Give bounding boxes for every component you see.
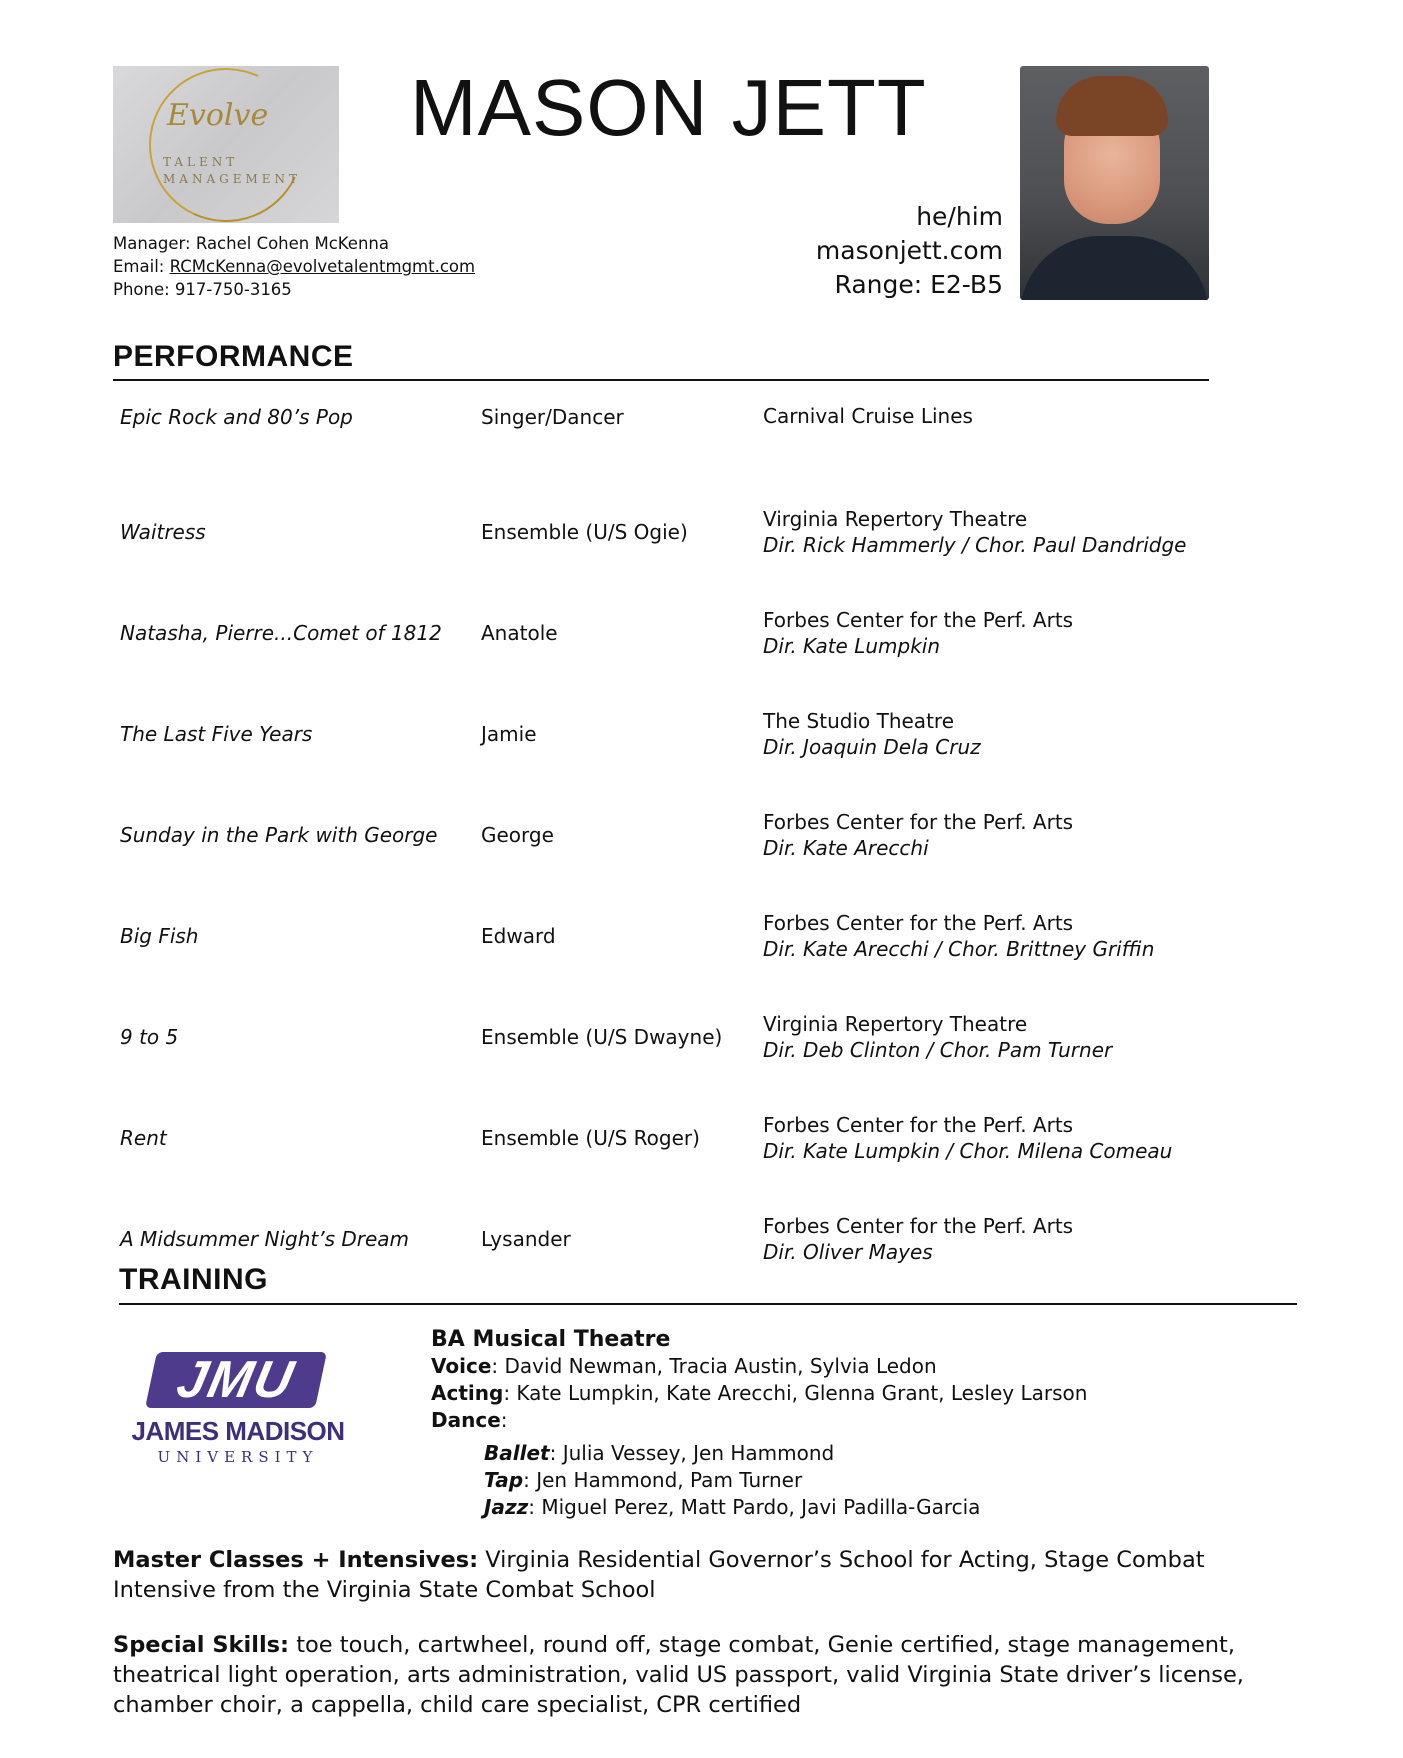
show-title: Natasha, Pierre...Comet of 1812	[120, 621, 442, 645]
creative-credits: Dir. Oliver Mayes	[763, 1240, 933, 1264]
phone-label: Phone:	[113, 280, 170, 299]
venue-cell	[763, 809, 1073, 861]
show-title: Rent	[120, 1126, 167, 1150]
creative-credits: Dir. Rick Hammerly / Chor. Paul Dandridge	[763, 533, 1187, 557]
evolve-logo	[113, 66, 339, 223]
training-details	[431, 1326, 1087, 1521]
venue: Forbes Center for the Perf. Arts	[763, 810, 1074, 834]
special-skills-text: toe touch, cartwheel, round off, stage combat, Genie certified, stage management, theatrical light operation, arts administration, valid US passport, valid Virginia State driver’s license, chamber choir, a cappella, child care specialist, CPR certified	[113, 1632, 1244, 1718]
training-heading: TRAINING	[119, 1263, 268, 1296]
voice-label: Voice	[431, 1354, 492, 1378]
creative-credits: Dir. Kate Lumpkin / Chor. Milena Comeau	[763, 1139, 1173, 1163]
creative-credits: Dir. Kate Lumpkin	[763, 634, 941, 658]
phone-number: 917-750-3165	[174, 280, 292, 299]
jmu-university: UNIVERSITY	[157, 1448, 319, 1466]
training-rule	[119, 1303, 1297, 1305]
ballet-line: Ballet: Julia Vessey, Jen Hammond	[484, 1441, 835, 1465]
phone-line	[113, 278, 475, 301]
manager-label: Manager:	[113, 234, 191, 253]
venue: Forbes Center for the Perf. Arts	[763, 608, 1074, 632]
venue: Virginia Repertory Theatre	[763, 507, 1028, 531]
venue: Carnival Cruise Lines	[763, 404, 973, 428]
email-line	[113, 255, 475, 278]
jazz-teachers: Miguel Perez, Matt Pardo, Javi Padilla-Garcia	[541, 1495, 981, 1519]
master-classes-text: Virginia Residential Governor’s School for Acting, Stage Combat Intensive from the Virginia State Combat School	[113, 1547, 1205, 1603]
performance-row	[120, 405, 1210, 495]
performance-rule	[113, 379, 1209, 381]
venue-cell	[763, 403, 973, 429]
jazz-line: Jazz: Miguel Perez, Matt Pardo, Javi Padilla-Garcia	[484, 1495, 981, 1519]
jmu-logo	[123, 1350, 353, 1470]
email-link[interactable]: RCMcKenna@evolvetalentmgmt.com	[169, 257, 476, 276]
logo-tag-line2: MANAGEMENT	[163, 172, 302, 186]
manager-name: Rachel Cohen McKenna	[195, 234, 389, 253]
venue-cell	[763, 506, 1186, 558]
actor-name: MASON JETT	[410, 63, 927, 152]
performance-row	[120, 708, 1210, 798]
jmu-mark	[145, 1352, 327, 1408]
acting-line: Acting: Kate Lumpkin, Kate Arecchi, Glenna Grant, Lesley Larson	[431, 1381, 1088, 1405]
performance-heading: PERFORMANCE	[113, 340, 354, 373]
show-title: Big Fish	[120, 924, 199, 948]
personal-info	[816, 200, 1003, 302]
logo-script: Evolve	[167, 98, 269, 133]
venue-cell	[763, 1112, 1172, 1164]
dance-label: Dance	[431, 1408, 501, 1432]
special-skills-label: Special Skills:	[113, 1632, 290, 1658]
logo-tag-line1: TALENT	[163, 155, 239, 169]
jazz-label: Jazz	[484, 1495, 529, 1519]
email-label: Email:	[113, 257, 165, 276]
venue-cell	[763, 1011, 1112, 1063]
creative-credits: Dir. Joaquin Dela Cruz	[763, 735, 981, 759]
headshot-hair	[1056, 76, 1168, 136]
show-title: The Last Five Years	[120, 722, 313, 746]
show-title: 9 to 5	[120, 1025, 179, 1049]
special-skills	[113, 1630, 1293, 1720]
show-title: Waitress	[120, 520, 206, 544]
venue: The Studio Theatre	[763, 709, 954, 733]
venue-cell	[763, 910, 1154, 962]
ballet-teachers: Julia Vessey, Jen Hammond	[562, 1441, 835, 1465]
jmu-name: JAMES MADISON	[131, 1416, 345, 1446]
venue: Forbes Center for the Perf. Arts	[763, 1113, 1074, 1137]
role: Singer/Dancer	[481, 405, 624, 429]
role: Ensemble (U/S Ogie)	[481, 520, 688, 544]
venue-cell	[763, 607, 1073, 659]
ballet-label: Ballet	[484, 1441, 550, 1465]
role: Ensemble (U/S Roger)	[481, 1126, 700, 1150]
performance-row	[120, 910, 1210, 1000]
dance-line: Dance:	[431, 1408, 508, 1432]
creative-credits: Dir. Deb Clinton / Chor. Pam Turner	[763, 1038, 1113, 1062]
acting-teachers: Kate Lumpkin, Kate Arecchi, Glenna Grant, Lesley Larson	[516, 1381, 1088, 1405]
performance-row	[120, 506, 1210, 596]
show-title: Epic Rock and 80’s Pop	[120, 405, 353, 429]
venue: Forbes Center for the Perf. Arts	[763, 1214, 1074, 1238]
performance-row	[120, 607, 1210, 697]
voice-line: Voice: David Newman, Tracia Austin, Sylvia Ledon	[431, 1354, 937, 1378]
role: Lysander	[481, 1227, 571, 1251]
venue: Virginia Repertory Theatre	[763, 1012, 1028, 1036]
voice-teachers: David Newman, Tracia Austin, Sylvia Ledon	[504, 1354, 937, 1378]
creative-credits: Dir. Kate Arecchi	[763, 836, 929, 860]
headshot-photo	[1020, 66, 1209, 300]
role: George	[481, 823, 554, 847]
performance-row	[120, 1213, 1210, 1303]
role: Anatole	[481, 621, 558, 645]
venue: Forbes Center for the Perf. Arts	[763, 911, 1074, 935]
pronouns: he/him	[916, 202, 1003, 231]
logo-tagline	[163, 154, 301, 188]
role: Ensemble (U/S Dwayne)	[481, 1025, 723, 1049]
show-title: Sunday in the Park with George	[120, 823, 438, 847]
creative-credits: Dir. Kate Arecchi / Chor. Brittney Griffin	[763, 937, 1155, 961]
acting-label: Acting	[431, 1381, 504, 1405]
tap-label: Tap	[484, 1468, 524, 1492]
degree: BA Musical Theatre	[431, 1327, 671, 1352]
role: Edward	[481, 924, 556, 948]
tap-teachers: Jen Hammond, Pam Turner	[536, 1468, 803, 1492]
manager-contact	[113, 232, 475, 301]
performance-row	[120, 1011, 1210, 1101]
performance-row	[120, 1112, 1210, 1202]
logo-ring	[127, 46, 324, 243]
master-classes	[113, 1545, 1293, 1605]
master-classes-label: Master Classes + Intensives:	[113, 1547, 479, 1573]
jmu-mark-text: JMU	[171, 1351, 301, 1409]
venue-cell	[763, 708, 981, 760]
headshot-body	[1020, 236, 1209, 300]
role: Jamie	[481, 722, 537, 746]
performance-row	[120, 809, 1210, 899]
show-title: A Midsummer Night’s Dream	[120, 1227, 410, 1251]
website[interactable]: masonjett.com	[815, 236, 1003, 265]
tap-line: Tap: Jen Hammond, Pam Turner	[484, 1468, 803, 1492]
manager-line	[113, 232, 475, 255]
venue-cell	[763, 1213, 1073, 1265]
vocal-range: Range: E2-B5	[834, 270, 1003, 299]
